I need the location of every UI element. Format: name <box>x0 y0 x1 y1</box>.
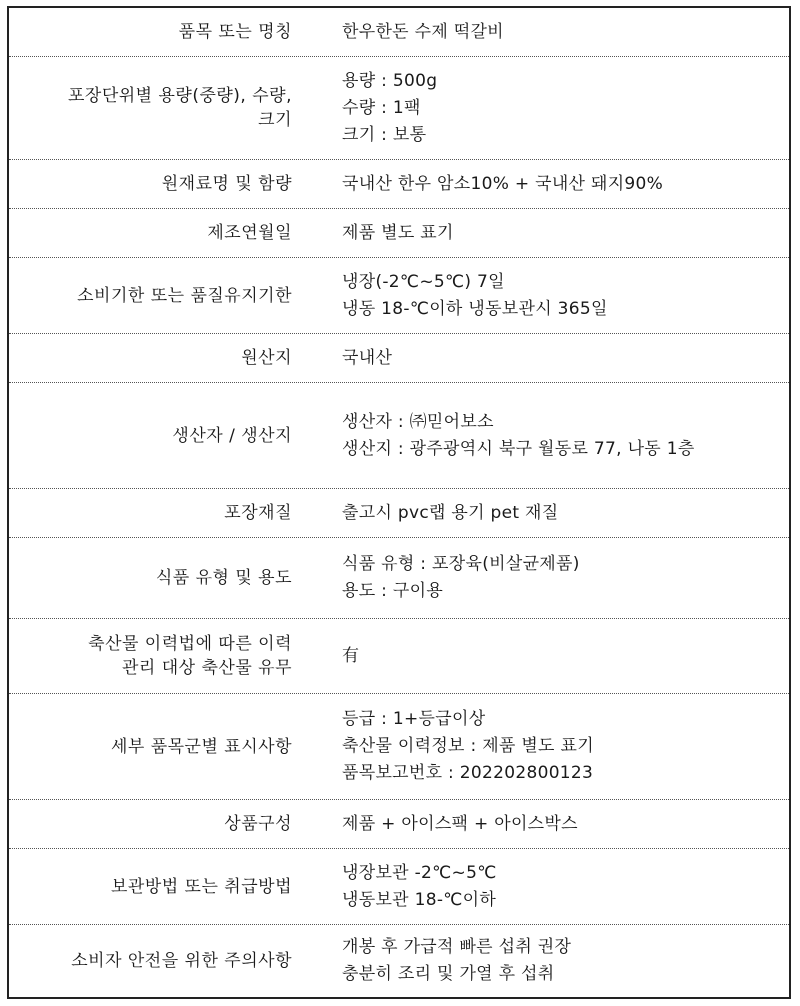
row-label: 품목 또는 명칭 <box>178 22 292 42</box>
row-value: 국내산 한우 암소10% + 국내산 돼지90% <box>342 173 664 194</box>
table-row <box>9 258 789 334</box>
table-row <box>9 538 789 619</box>
row-value: 용량 : 500g 수량 : 1팩 크기 : 보통 <box>342 70 438 145</box>
row-label: 포장단위별 용량(중량), 수량, 크기 <box>67 86 292 130</box>
row-label: 세부 품목군별 표시사항 <box>110 736 292 757</box>
row-label: 포장재질 <box>224 503 292 523</box>
row-label: 보관방법 또는 취급방법 <box>110 876 292 897</box>
product-info-table <box>7 6 791 999</box>
table-row <box>9 8 789 57</box>
row-label: 소비기한 또는 품질유지기한 <box>77 285 292 306</box>
row-label: 생산자 / 생산지 <box>172 425 292 446</box>
row-value: 개봉 후 가급적 빠른 섭취 권장 충분히 조리 및 가열 후 섭취 <box>342 937 572 984</box>
row-value: 냉장(-2℃~5℃) 7일 냉동 18-℃이하 냉동보관시 365일 <box>342 271 608 319</box>
table-row <box>9 694 789 800</box>
row-value: 有 <box>342 645 360 666</box>
row-value: 제품 별도 표기 <box>342 222 454 243</box>
row-value: 출고시 pvc랩 용기 pet 재질 <box>342 502 559 523</box>
row-label: 상품구성 <box>224 814 292 834</box>
row-value: 제품 + 아이스팩 + 아이스박스 <box>342 813 578 834</box>
table-row <box>9 925 789 997</box>
table-row <box>9 849 789 925</box>
table-row <box>9 800 789 849</box>
table-row <box>9 57 789 160</box>
table-row <box>9 383 789 489</box>
row-label: 원산지 <box>241 348 292 368</box>
table-row <box>9 334 789 383</box>
row-label: 원재료명 및 함량 <box>161 174 292 194</box>
row-label: 축산물 이력법에 따른 이력 관리 대상 축산물 유무 <box>88 634 292 678</box>
table-row <box>9 209 789 258</box>
row-value: 냉장보관 -2℃~5℃ 냉동보관 18-℃이하 <box>342 862 497 910</box>
row-value: 생산자 : ㈜믿어보소 생산지 : 광주광역시 북구 월동로 77, 나동 1층 <box>342 411 695 459</box>
row-label: 제조연월일 <box>207 223 292 243</box>
row-label: 식품 유형 및 용도 <box>155 568 292 588</box>
row-value: 국내산 <box>342 347 393 368</box>
row-value: 한우한돈 수제 떡갈비 <box>342 21 504 42</box>
table-row <box>9 489 789 538</box>
table-row <box>9 619 789 694</box>
row-value: 식품 유형 : 포장육(비살균제품) 용도 : 구이용 <box>342 554 580 601</box>
row-label: 소비자 안전을 위한 주의사항 <box>71 951 292 971</box>
row-value: 등급 : 1+등급이상 축산물 이력정보 : 제품 별도 표기 품목보고번호 : 202202800123 <box>342 709 594 783</box>
table-row <box>9 160 789 209</box>
